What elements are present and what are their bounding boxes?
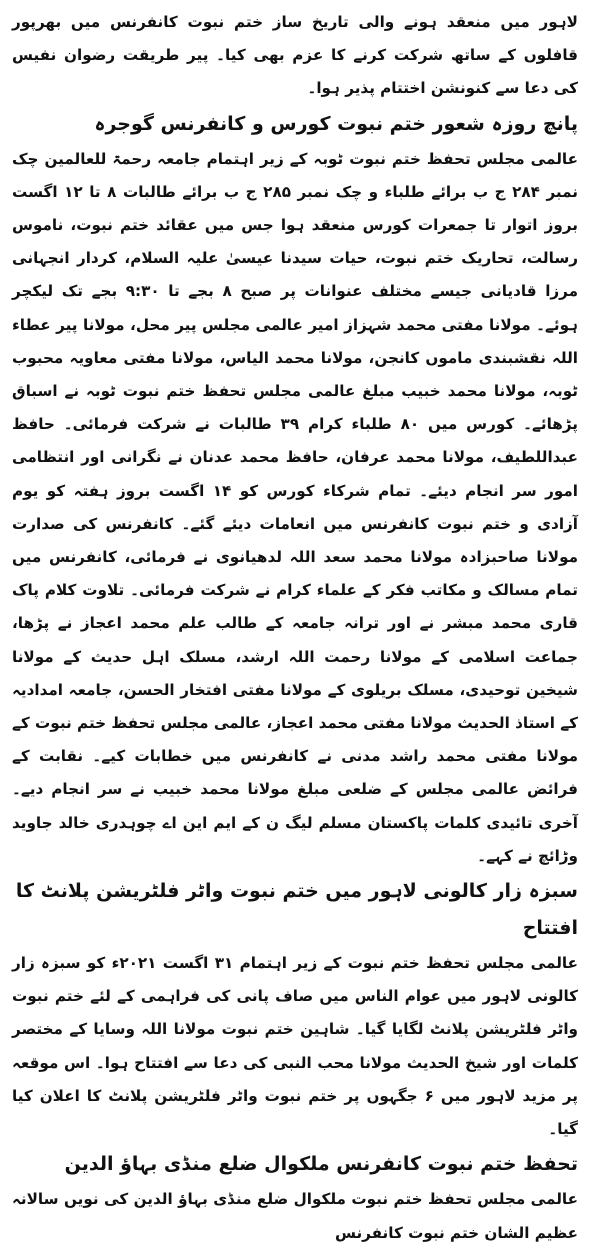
paragraph-gojra: عالمی مجلس تحفظ ختم نبوت ٹوبہ کے زیر اہتمام جامعہ رحمۃ للعالمین چک نمبر ۲۸۴ ج ب برائے طلباء و چک نمبر ۲۸۵ ج ب برائے طالبات ۸ تا ۱۲ اگست بروز اتوار تا جمعرات کورس منعقد ہوا جس میں عقائد ختم نبوت، ناموس رسالت، تحاریک ختم نبوت، حیات سیدنا عیسیٰ علیہ السلام، کردار انجہانی مرزا قادیانی جیسے مختلف عنوانات پر صبح ۸ بجے تا ۹:۳۰ بجے تک لیکچر ہوئے۔ مولانا مفتی محمد شہزاز امیر عالمی مجلس پیر محل، مولانا پیر عطاء اللہ نقشبندی ماموں کانجن، مولانا محمد الیاس، مولانا مفتی معاویہ محبوب ٹوبہ، مولانا محمد خبیب مبلغ عالمی مجلس تحفظ ختم نبوت ٹوبہ نے اسباق پڑھائے۔ کورس میں ۸۰ طلباء کرام ۳۹ طالبات نے شرکت فرمائی۔ حافظ عبداللطیف، مولانا محمد عرفان، حافظ محمد عدنان نے نگرانی اور انتظامی امور سر انجام دیئے۔ تمام شرکاء کورس کو ۱۴ اگست بروز ہفتہ کو یوم آزادی و ختم نبوت کانفرنس میں انعامات دیئے گئے۔ کانفرنس کی صدارت مولانا صاحبزادہ مولانا محمد سعد اللہ لدھیانوی نے فرمائی، کانفرنس میں تمام مسالک و مکاتب فکر کے علماء کرام نے شرکت فرمائی۔ تلاوت کلام پاک قاری محمد مبشر نے اور ترانہ جامعہ کے طالب علم محمد اعجاز نے پڑھا، جماعت اسلامی کے مولانا رحمت اللہ ارشد، مسلک اہل حدیث کے مولانا شیخین توحیدی، مسلک بریلوی کے مولانا مفتی افتخار الحسن، جامعہ امدادیہ کے استاذ الحدیث مولانا مفتی محمد اعجاز، عالمی مجلس تحفظ ختم نبوت کے مولانا مفتی محمد راشد مدنی نے کانفرنس میں خطابات کیے۔ نقابت کے فرائض عالمی مجلس کے ضلعی مبلغ مولانا محمد خبیب نے سر انجام دیے۔ آخری تائیدی کلمات پاکستان مسلم لیگ ن کے ایم این اے چوہدری خالد جاوید وڑائچ نے کہے۔ [12,149,578,865]
section-heading-gojra: پانچ روزہ شعور ختم نبوت کورس و کانفرنس گوجرہ [94,112,578,135]
section-heading-malakwal: تحفظ ختم نبوت کانفرنس ملکوال ضلع منڈی بہاؤ الدین [64,1153,578,1176]
section-heading-sabzazar: سبزہ زار کالونی لاہور میں ختم نبوت واٹر فلٹریشن پلانٹ کا افتتاح [15,880,578,940]
paragraph-malakwal: عالمی مجلس تحفظ ختم نبوت ملکوال ضلع منڈی بہاؤ الدین کی نویں سالانہ عظیم الشان ختم نبوت کانفرنس [12,1190,578,1242]
paragraph-sabzazar: عالمی مجلس تحفظ ختم نبوت کے زیر اہتمام ۳۱ اگست ۲۰۲۱ء کو سبزہ زار کالونی لاہور میں عوام الناس میں صاف پانی کی فراہمی کے لئے ختم نبوت واٹر فلٹریشن پلانٹ لگایا گیا۔ شاہین ختم نبوت مولانا اللہ وسایا کے مختصر کلمات اور شیخ الحدیث مولانا محب النبی کی دعا سے افتتاح ہوا۔ اس موقعہ پر مزید لاہور میں ۶ جگہوں پر ختم نبوت واٹر فلٹریشن پلانٹ کا اعلان کیا گیا۔ [12,954,578,1139]
paragraph-intro: لاہور میں منعقد ہونے والی تاریخ ساز ختم نبوت کانفرنس میں بھرپور قافلوں کے ساتھ شرکت کرنے کا عزم بھی کیا۔ پیر طریقت رضوان نفیس کی دعا سے کنونشن اختتام پذیر ہوا۔ [12,13,578,98]
